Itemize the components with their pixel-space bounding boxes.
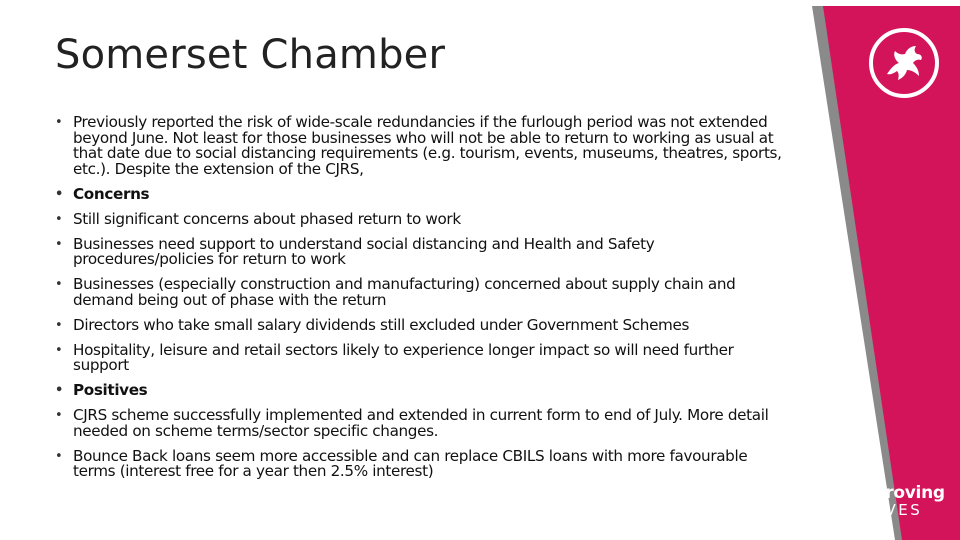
bullet-list xyxy=(55,115,785,489)
brand-logo xyxy=(850,483,945,519)
bullet-item: • Bounce Back loans seem more accessible and can replace CBILS loans with more favourable terms (interest free for a year then 2.5% interest) xyxy=(55,449,785,480)
brand-line-2: LIVES xyxy=(867,501,923,519)
bullet-item: • Still significant concerns about phased return to work xyxy=(55,212,785,228)
dragon-icon xyxy=(865,24,943,102)
bullet-item: • Previously reported the risk of wide-scale redundancies if the furlough period was not extended beyond June. Not least for those businesses who will not be able to return to working as usual at that date due to social distancing requirements (e.g. tourism, events, museums, theatres, sports, etc.). Despite the extension of the CJRS, xyxy=(55,115,785,177)
bullet-item: • CJRS scheme successfully implemented and extended in current form to end of July. More detail needed on scheme terms/sector specific changes. xyxy=(55,408,785,439)
bullet-item: • Hospitality, leisure and retail sectors likely to experience longer impact so will need further support xyxy=(55,343,785,374)
bullet-item: • Businesses need support to understand social distancing and Health and Safety procedures/policies for return to work xyxy=(55,237,785,268)
bullet-heading-positives: • Positives xyxy=(55,383,785,399)
brand-line-1: Improving xyxy=(850,483,945,503)
slide-title: Somerset Chamber xyxy=(55,32,446,78)
bullet-item: • Businesses (especially construction and manufacturing) concerned about supply chain and demand being out of phase with the return xyxy=(55,277,785,308)
bullet-item: • Directors who take small salary dividends still excluded under Government Schemes xyxy=(55,318,785,334)
bullet-heading-concerns: • Concerns xyxy=(55,187,785,203)
